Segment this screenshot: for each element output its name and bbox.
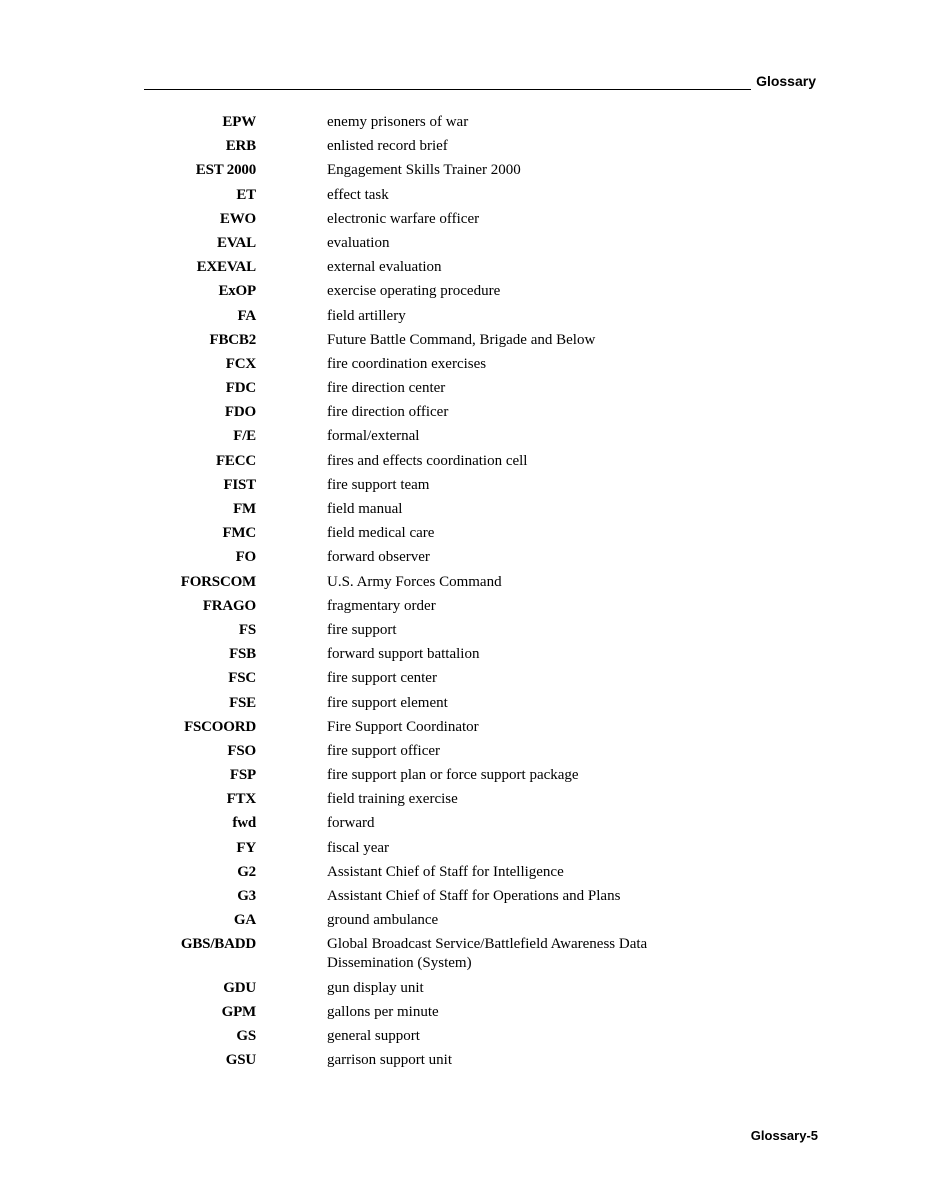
glossary-entry xyxy=(0,1051,926,1070)
glossary-term: FRAGO xyxy=(202,597,256,614)
glossary-term: GBS/BADD xyxy=(180,936,256,953)
glossary-definition: ground ambulance xyxy=(327,912,439,929)
glossary-term: FM xyxy=(233,501,256,517)
glossary-term: ExOP xyxy=(218,283,256,300)
glossary-entry xyxy=(0,597,926,616)
glossary-definition: enlisted record brief xyxy=(327,138,448,155)
glossary-definition: fragmentary order xyxy=(327,597,436,614)
glossary-entry xyxy=(0,742,926,761)
glossary-term: EPW xyxy=(222,114,256,130)
glossary-entry xyxy=(0,427,926,446)
glossary-definition: fire support plan or force support package xyxy=(327,767,579,784)
glossary-entry xyxy=(0,766,926,785)
glossary-entry xyxy=(0,621,926,640)
glossary-entry xyxy=(0,476,926,495)
glossary-entry xyxy=(0,935,926,973)
glossary-entry xyxy=(0,839,926,858)
glossary-term: FDO xyxy=(224,404,256,421)
glossary-term: FTX xyxy=(226,791,256,808)
glossary-entry xyxy=(0,258,926,277)
glossary-entry xyxy=(0,694,926,713)
glossary-term: EVAL xyxy=(217,234,256,251)
glossary-definition: Future Battle Command, Brigade and Below xyxy=(327,331,596,348)
glossary-definition: Global Broadcast Service/Battlefield Awareness Data Dissemination (System) xyxy=(327,936,648,972)
glossary-term: FS xyxy=(238,621,256,638)
glossary-definition: fire support team xyxy=(327,476,430,493)
glossary-term: fwd xyxy=(232,815,256,832)
glossary-definition: Assistant Chief of Staff for Operations and Plans xyxy=(327,888,621,904)
glossary-definition: Engagement Skills Trainer 2000 xyxy=(327,162,521,179)
glossary-entry xyxy=(0,1003,926,1022)
glossary-entry xyxy=(0,645,926,664)
glossary-definition: gallons per minute xyxy=(327,1003,439,1020)
glossary-entry xyxy=(0,1027,926,1046)
glossary-definition: forward support battalion xyxy=(327,646,480,663)
glossary-entry xyxy=(0,979,926,998)
glossary-term: FMC xyxy=(222,525,256,542)
glossary-term: EXEVAL xyxy=(196,259,256,276)
glossary-entry xyxy=(0,814,926,833)
glossary-term: FSCOORD xyxy=(184,718,256,735)
glossary-term: FSC xyxy=(228,670,256,687)
glossary-term: FY xyxy=(236,839,256,856)
glossary-term: GS xyxy=(236,1027,256,1044)
glossary-definition: fires and effects coordination cell xyxy=(327,452,528,469)
glossary-entry xyxy=(0,452,926,471)
glossary-entry xyxy=(0,282,926,301)
glossary-entry xyxy=(0,500,926,519)
header-rule xyxy=(144,89,751,90)
glossary-term: FO xyxy=(235,549,256,566)
glossary-entry xyxy=(0,863,926,882)
glossary-definition: fire support officer xyxy=(327,742,441,759)
glossary-term: FIST xyxy=(223,476,256,493)
glossary-term: FCX xyxy=(225,355,256,372)
glossary-entry xyxy=(0,113,926,132)
glossary-definition: exercise operating procedure xyxy=(327,283,501,300)
page-header-title: Glossary xyxy=(756,73,816,89)
glossary-definition: field training exercise xyxy=(327,791,458,808)
glossary-term: FA xyxy=(237,307,256,324)
glossary-definition: electronic warfare officer xyxy=(327,210,480,227)
glossary-definition: U.S. Army Forces Command xyxy=(327,573,502,590)
glossary-entry xyxy=(0,887,926,906)
glossary-definition: evaluation xyxy=(327,234,390,251)
glossary-term: F/E xyxy=(233,428,256,445)
glossary-definition: external evaluation xyxy=(327,259,442,276)
glossary-term: FSE xyxy=(229,694,256,711)
glossary-term: FDC xyxy=(225,380,256,397)
glossary-definition: fire direction officer xyxy=(327,404,449,421)
glossary-entry xyxy=(0,186,926,205)
glossary-entry xyxy=(0,573,926,592)
page-footer-number: Glossary-5 xyxy=(750,1128,818,1143)
glossary-definition: fire support xyxy=(327,621,397,638)
glossary-entry xyxy=(0,548,926,567)
glossary-definition: fiscal year xyxy=(327,839,390,856)
glossary-entry xyxy=(0,307,926,326)
glossary-term: FSO xyxy=(227,742,256,759)
glossary-entry xyxy=(0,379,926,398)
glossary-entry xyxy=(0,403,926,422)
glossary-term: EST 2000 xyxy=(195,162,256,179)
glossary-definition: field medical care xyxy=(327,525,435,542)
glossary-definition: field manual xyxy=(327,501,403,517)
glossary-definition: fire support center xyxy=(327,670,437,687)
glossary-entry xyxy=(0,669,926,688)
glossary-term: G3 xyxy=(237,888,256,904)
glossary-list xyxy=(0,113,926,1075)
glossary-term: GA xyxy=(233,912,256,929)
glossary-entry xyxy=(0,234,926,253)
glossary-term: FBCB2 xyxy=(209,331,256,348)
glossary-term: GSU xyxy=(225,1052,256,1069)
glossary-definition: fire direction center xyxy=(327,380,446,397)
glossary-definition: general support xyxy=(327,1027,420,1044)
glossary-entry xyxy=(0,331,926,350)
glossary-definition: Assistant Chief of Staff for Intelligence xyxy=(327,863,564,880)
glossary-definition: enemy prisoners of war xyxy=(327,114,469,130)
glossary-definition: forward observer xyxy=(327,549,430,566)
glossary-entry xyxy=(0,210,926,229)
glossary-entry xyxy=(0,524,926,543)
glossary-term: GDU xyxy=(223,979,256,996)
glossary-definition: garrison support unit xyxy=(327,1052,452,1069)
glossary-definition: formal/external xyxy=(327,428,420,445)
glossary-term: EWO xyxy=(219,210,256,227)
glossary-term: GPM xyxy=(221,1003,256,1020)
glossary-definition: forward xyxy=(327,815,375,832)
glossary-entry xyxy=(0,718,926,737)
glossary-term: G2 xyxy=(237,863,256,880)
glossary-definition: effect task xyxy=(327,186,389,203)
glossary-term: FORSCOM xyxy=(180,573,256,590)
glossary-entry xyxy=(0,161,926,180)
glossary-definition: fire support element xyxy=(327,694,448,711)
glossary-term: FSB xyxy=(229,646,256,663)
glossary-definition: field artillery xyxy=(327,307,406,324)
glossary-term: ERB xyxy=(225,138,256,155)
glossary-entry xyxy=(0,790,926,809)
glossary-entry xyxy=(0,355,926,374)
glossary-definition: fire coordination exercises xyxy=(327,355,487,372)
glossary-term: FSP xyxy=(229,767,256,784)
glossary-entry xyxy=(0,137,926,156)
glossary-definition: gun display unit xyxy=(327,979,424,996)
glossary-definition: Fire Support Coordinator xyxy=(327,718,479,735)
glossary-term: ET xyxy=(236,186,256,203)
glossary-term: FECC xyxy=(215,452,256,469)
glossary-entry xyxy=(0,911,926,930)
